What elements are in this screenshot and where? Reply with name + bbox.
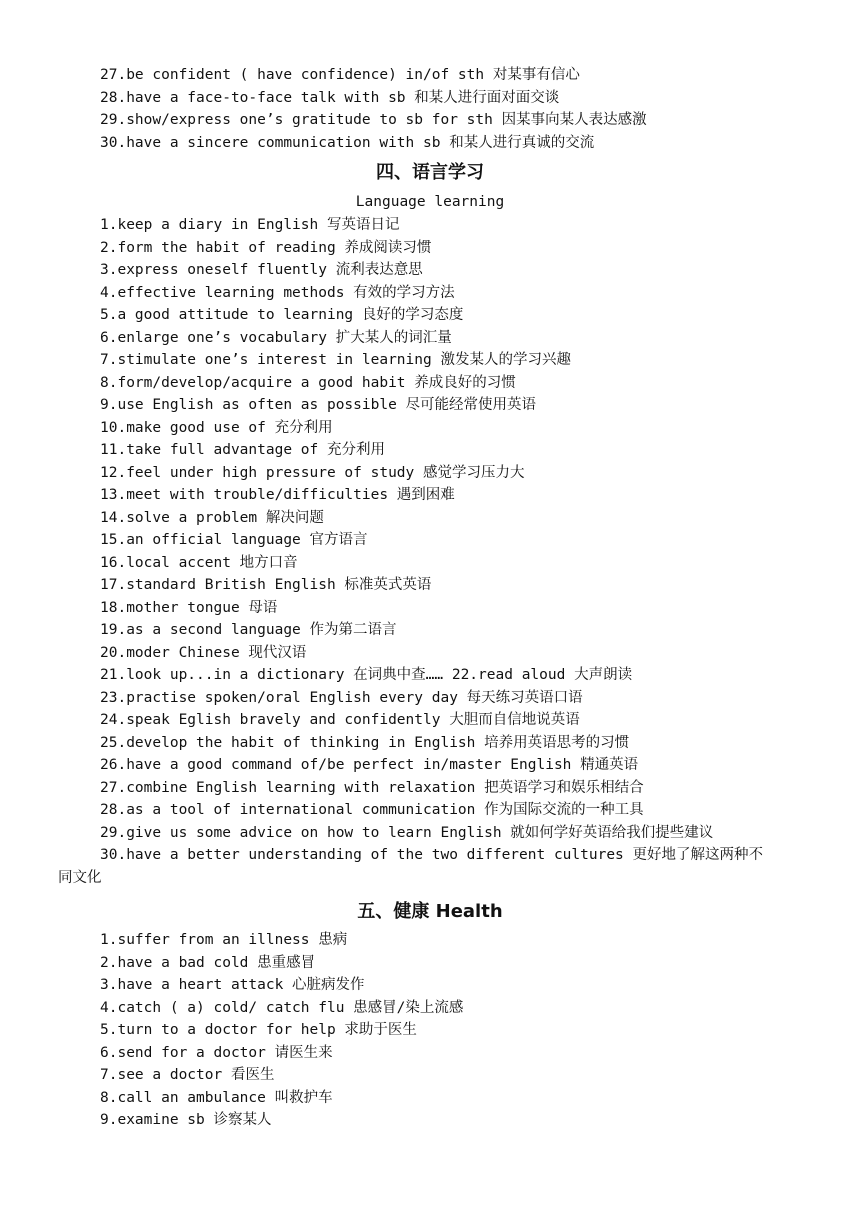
list-item: 4.effective learning methods 有效的学习方法 — [100, 284, 455, 301]
list-item: 30.have a better understanding of the two different cultures 更好地了解这两种不 — [100, 847, 764, 863]
list-item: 26.have a good command of/be perfect in/master English 精通英语 — [100, 757, 639, 773]
section-4-subheading: Language learning — [355, 194, 505, 210]
section-5-list — [0, 929, 860, 1132]
list-item: 20.moder Chinese 现代汉语 — [100, 644, 307, 661]
list-item: 11.take full advantage of 充分利用 — [100, 442, 385, 458]
list-item: 23.practise spoken/oral English every day 每天练习英语口语 — [100, 689, 583, 706]
list-item: 27.be confident ( have confidence) in/of sth 对某事有信心 — [100, 67, 580, 83]
list-item: 28.have a face-to-face talk with sb 和某人进行面对面交谈 — [100, 89, 560, 106]
list-item: 5.turn to a doctor for help 求助于医生 — [100, 1022, 417, 1038]
list-item: 9.examine sb 诊察某人 — [100, 1112, 272, 1128]
list-item: 28.as a tool of international communication 作为国际交流的一种工具 — [100, 802, 644, 818]
list-item: 8.call an ambulance 叫救护车 — [100, 1089, 333, 1106]
top-margin — [0, 0, 860, 64]
list-item: 30.have a sincere communication with sb 和某人进行真诚的交流 — [100, 134, 595, 151]
list-item: 4.catch ( a) cold/ catch flu 患感冒/染上流感 — [100, 999, 464, 1016]
list-item: 5.a good attitude to learning 良好的学习态度 — [100, 307, 464, 323]
list-item: 7.stimulate one’s interest in learning 激发某人的学习兴趣 — [100, 352, 571, 368]
list-item: 9.use English as often as possible 尽可能经常使用英语 — [100, 397, 537, 413]
section-5-heading: 五、健康 Health — [357, 901, 503, 922]
list-item: 29.give us some advice on how to learn English 就如何学好英语给我们提些建议 — [100, 824, 714, 841]
list-item-continuation: 同文化 — [58, 869, 102, 886]
list-item: 7.see a doctor 看医生 — [100, 1067, 275, 1083]
list-item: 27.combine English learning with relaxation 把英语学习和娱乐相结合 — [100, 779, 644, 796]
list-item: 16.local accent 地方口音 — [100, 554, 298, 571]
section-4-heading: 四、语言学习 — [376, 162, 484, 183]
previous-section-list — [0, 64, 860, 154]
list-item: 17.standard British English 标准英式英语 — [100, 577, 432, 593]
list-item: 15.an official language 官方语言 — [100, 532, 368, 548]
list-item: 6.enlarge one’s vocabulary 扩大某人的词汇量 — [100, 329, 452, 346]
list-item: 2.form the habit of reading 养成阅读习惯 — [100, 239, 432, 256]
section-4-list — [0, 214, 860, 889]
list-item: 10.make good use of 充分利用 — [100, 419, 333, 436]
list-item: 2.have a bad cold 患重感冒 — [100, 954, 316, 971]
list-item: 3.express oneself fluently 流利表达意思 — [100, 262, 423, 278]
list-item: 24.speak Eglish bravely and confidently 大胆而自信地说英语 — [100, 712, 580, 728]
list-item: 3.have a heart attack 心脏病发作 — [100, 977, 365, 993]
list-item: 14.solve a problem 解决问题 — [100, 509, 324, 526]
list-item: 6.send for a doctor 请医生来 — [100, 1044, 333, 1061]
list-item: 1.keep a diary in English 写英语日记 — [100, 217, 400, 233]
list-item: 12.feel under high pressure of study 感觉学习压力大 — [100, 464, 525, 481]
list-item: 19.as a second language 作为第二语言 — [100, 622, 397, 638]
list-item: 1.suffer from an illness 患病 — [100, 932, 348, 948]
list-item: 18.mother tongue 母语 — [100, 599, 278, 616]
list-item: 29.show/express one’s gratitude to sb for sth 因某事向某人表达感激 — [100, 112, 647, 128]
list-item: 8.form/develop/acquire a good habit 养成良好的习惯 — [100, 374, 516, 391]
list-item: 21.look up...in a dictionary 在词典中查…… 22.read aloud 大声朗读 — [100, 667, 633, 683]
list-item: 25.develop the habit of thinking in English 培养用英语思考的习惯 — [100, 734, 630, 751]
list-item: 13.meet with trouble/difficulties 遇到困难 — [100, 487, 455, 503]
